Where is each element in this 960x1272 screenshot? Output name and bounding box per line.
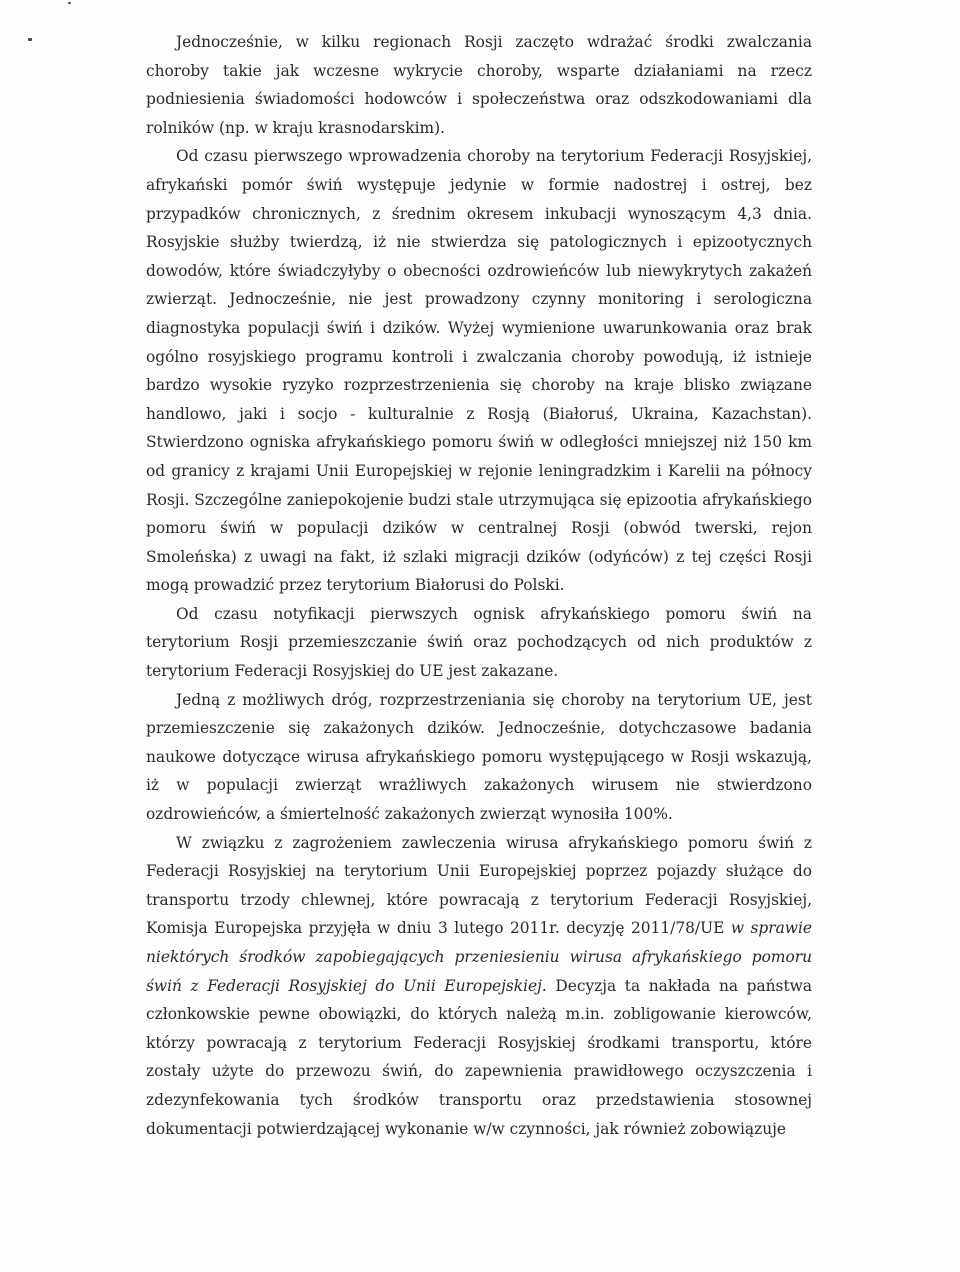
paragraph-5-continuation: Decyzja ta nakłada na państwa członkowskie pewne obowiązki, do których należą m.in. zobligowanie kierowców, którzy powracają z terytorium Federacji Rosyjskiej środkami transportu, które zostały użyte do przewozu świń, do zapewnienia prawidłowego oczyszczenia i zdezynfekowania tych środków transportu oraz przedstawienia stosownej dokumentacji potwierdzającej wykonanie w/w czynności, jak również zobowiązuje: [146, 976, 812, 1138]
paragraph-1: Jednocześnie, w kilku regionach Rosji zaczęto wdrażać środki zwalczania choroby takie jak wczesne wykrycie choroby, wsparte działaniami na rzecz podniesienia świadomości hodowców i społeczeństwa oraz odszkodowaniami dla rolników (np. w kraju krasnodarskim).: [146, 33, 812, 137]
scan-speck: [28, 38, 32, 41]
paragraph-5: [146, 829, 812, 1144]
paragraph-4: Jedną z możliwych dróg, rozprzestrzeniania się choroby na terytorium UE, jest przemieszczenie się zakażonych dzików. Jednocześnie, dotychczasowe badania naukowe dotyczące wirusa afrykańskiego pomoru występującego w Rosji wskazują, iż w populacji zwierząt wrażliwych zakażonych wirusem nie stwierdzono ozdrowieńców, a śmiertelność zakażonych zwierząt wynosiła 100%.: [146, 690, 812, 824]
scan-speck: [68, 2, 71, 4]
paragraph-2: Od czasu pierwszego wprowadzenia choroby na terytorium Federacji Rosyjskiej, afrykański pomór świń występuje jedynie w formie nadostrej i ostrej, bez przypadków chronicznych, z średnim okresem inkubacji wynoszącym 4,3 dnia. Rosyjskie służby twierdzą, iż nie stwierdza się patologicznych i epizootycznych dowodów, które świadczyłyby o obecności ozdrowieńców lub niewykrytych zakażeń zwierząt. Jednocześnie, nie jest prowadzony czynny monitoring i serologiczna diagnostyka populacji świń i dzików. Wyżej wymienione uwarunkowania oraz brak ogólno rosyjskiego programu kontroli i zwalczania choroby powodują, iż istnieje bardzo wysokie ryzyko rozprzestrzenienia się choroby na kraje blisko związane handlowo, jaki i socjo - kulturalnie z Rosją (Białoruś, Ukraina, Kazachstan). Stwierdzono ogniska afrykańskiego pomoru świń w odległości mniejszej niż 150 km od granicy z krajami Unii Europejskiej w rejonie leningradzkim i Karelii na północy Rosji. Szczególne zaniepokojenie budzi stale utrzymująca się epizootia afrykańskiego pomoru świń w populacji dzików w centralnej Rosji (obwód twerski, rejon Smoleńska) z uwagi na fakt, iż szlaki migracji dzików (odyńców) z tej części Rosji mogą prowadzić przez terytorium Białorusi do Polski.: [146, 147, 812, 595]
document-body: [146, 28, 812, 1143]
paragraph-3: Od czasu notyfikacji pierwszych ognisk afrykańskiego pomoru świń na terytorium Rosji przemieszczanie świń oraz pochodzących od nich produktów z terytorium Federacji Rosyjskiej do UE jest zakazane.: [146, 604, 812, 681]
paragraph-5-text: W związku z zagrożeniem zawleczenia wirusa afrykańskiego pomoru świń z Federacji Rosyjskiej na terytorium Unii Europejskiej poprzez pojazdy służące do transportu trzody chlewnej, które powracają z terytorium Federacji Rosyjskiej, Komisja Europejska przyjęła w dniu 3 lutego 2011r. decyzję 2011/78/UE: [146, 833, 812, 938]
decision-title-italic: w sprawie niektórych środków zapobiegających przeniesieniu wirusa afrykańskiego pomoru świń z Federacji Rosyjskiej do Unii Europejskiej.: [146, 919, 812, 995]
